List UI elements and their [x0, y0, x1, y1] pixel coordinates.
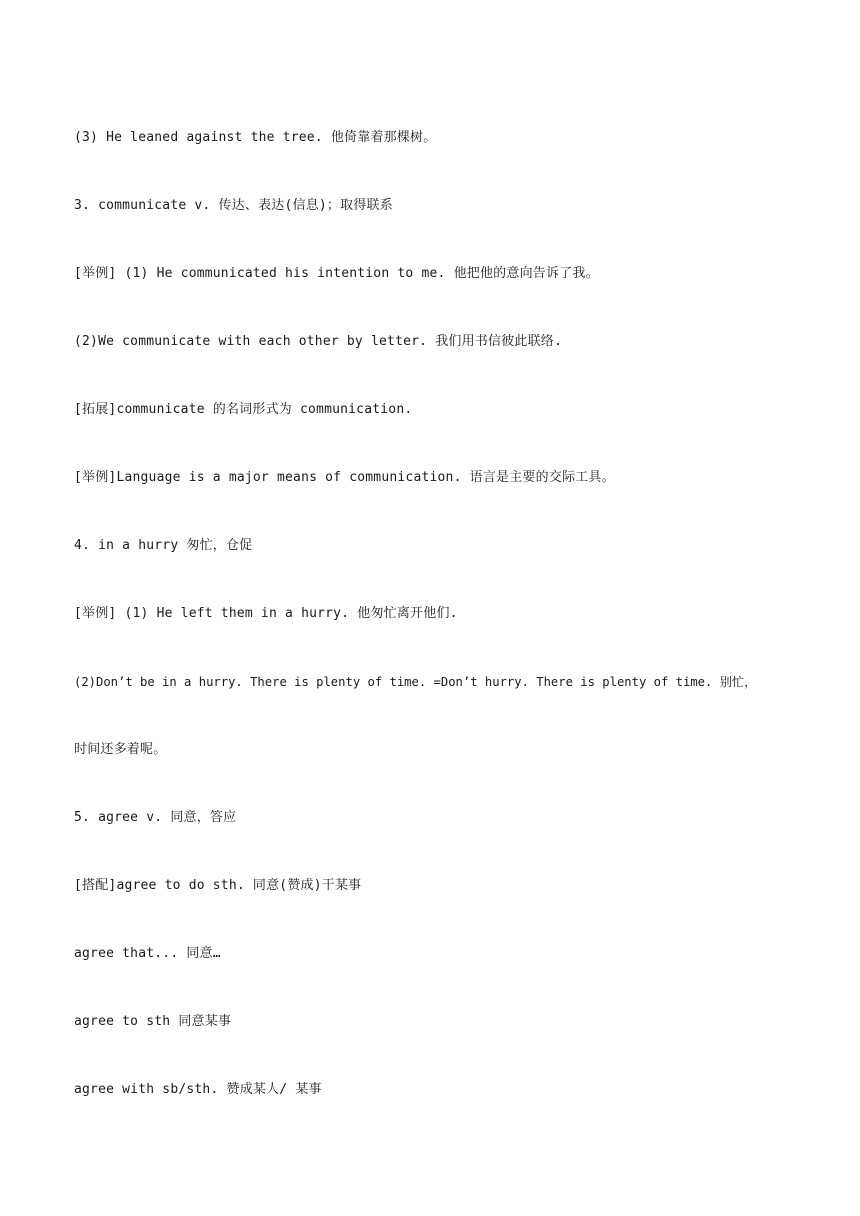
text-line: [举例] (1) He communicated his intention to me. 他把他的意向告诉了我。 [74, 266, 599, 281]
text-line: agree that... 同意… [74, 946, 221, 961]
item-heading: 5. agree v. 同意，答应 [74, 810, 237, 825]
text-line: agree to sth 同意某事 [74, 1014, 232, 1029]
text-line: agree with sb/sth. 赞成某人/ 某事 [74, 1082, 322, 1097]
item-heading: 4. in a hurry 匆忙，仓促 [74, 538, 253, 553]
text-line: 时间还多着呢。 [74, 742, 167, 757]
text-line: [拓展]communicate 的名词形式为 communication. [74, 402, 413, 417]
text-line: [举例] (1) He left them in a hurry. 他匆忙离开他们. [74, 606, 458, 621]
text-line: [举例]Language is a major means of communication. 语言是主要的交际工具。 [74, 470, 615, 485]
text-line: (3) He leaned against the tree. 他倚靠着那棵树。 [74, 130, 437, 145]
text-line: (2)We communicate with each other by letter. 我们用书信彼此联络. [74, 334, 563, 349]
item-heading: 3. communicate v. 传达、表达(信息)；取得联系 [74, 198, 393, 213]
text-line: (2)Don’t be in a hurry. There is plenty of time. =Don’t hurry. There is plenty of time. 别忙， [74, 675, 757, 689]
text-line: [搭配]agree to do sth. 同意(赞成)干某事 [74, 878, 362, 893]
